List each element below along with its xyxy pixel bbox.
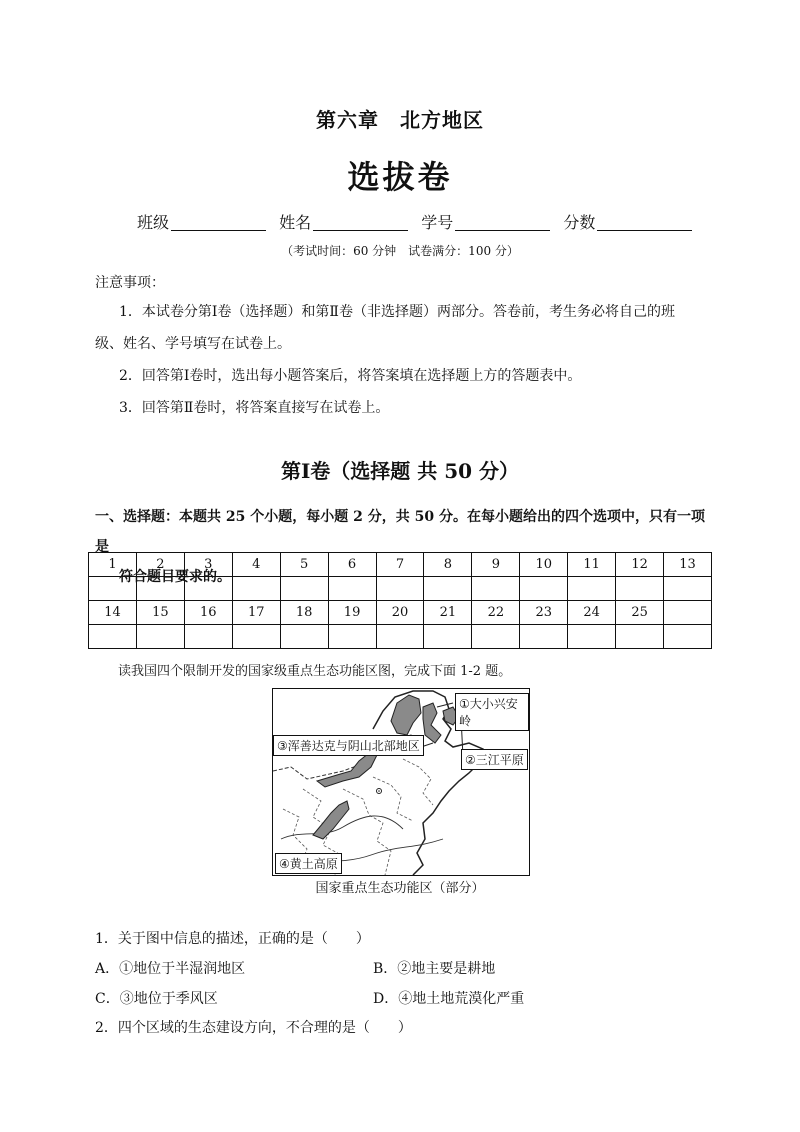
province-line bbox=[403, 759, 433, 805]
answer-number-cell: 19 bbox=[328, 601, 376, 625]
answer-number-cell: 13 bbox=[664, 553, 712, 577]
answer-number-cell: 18 bbox=[280, 601, 328, 625]
answer-table-number-row bbox=[89, 553, 712, 577]
answer-number-cell: 15 bbox=[136, 601, 184, 625]
leader-line bbox=[437, 703, 453, 707]
question-1-option-b[interactable]: B．②地主要是耕地 bbox=[373, 961, 496, 977]
answer-number-cell bbox=[664, 601, 712, 625]
answer-blank-cell[interactable] bbox=[616, 577, 664, 601]
answer-blank-cell[interactable] bbox=[472, 625, 520, 649]
map-label-3: ③浑善达克与阴山北部地区 bbox=[273, 735, 424, 756]
field-id-blank[interactable] bbox=[455, 214, 550, 231]
map-label-4: ④黄土高原 bbox=[275, 853, 342, 874]
province-line bbox=[373, 777, 413, 821]
answer-blank-cell[interactable] bbox=[520, 625, 568, 649]
answer-number-cell: 11 bbox=[568, 553, 616, 577]
field-score bbox=[563, 210, 692, 233]
answer-number-cell: 1 bbox=[89, 553, 137, 577]
city-marker bbox=[378, 790, 380, 792]
answer-blank-cell[interactable] bbox=[568, 625, 616, 649]
answer-blank-cell[interactable] bbox=[472, 577, 520, 601]
answer-number-cell: 17 bbox=[232, 601, 280, 625]
note-item: 3．回答第Ⅱ卷时，将答案直接写在试卷上。 bbox=[119, 400, 390, 416]
field-student-id bbox=[421, 210, 550, 233]
question-1-option-d[interactable]: D．④地土地荒漠化严重 bbox=[373, 991, 525, 1007]
answer-number-cell: 10 bbox=[520, 553, 568, 577]
answer-blank-cell[interactable] bbox=[328, 625, 376, 649]
answer-blank-cell[interactable] bbox=[89, 625, 137, 649]
field-id-label: 学号 bbox=[421, 213, 454, 232]
answer-blank-cell[interactable] bbox=[376, 577, 424, 601]
question-1-option-a[interactable]: A．①地位于半湿润地区 bbox=[95, 961, 246, 977]
notes-list bbox=[95, 296, 715, 424]
answer-number-cell: 3 bbox=[184, 553, 232, 577]
map-label-1: ①大小兴安岭 bbox=[455, 693, 529, 731]
answer-number-cell: 22 bbox=[472, 601, 520, 625]
section-instructions-line: 一、选择题：本题共 25 个小题，每小题 2 分，共 50 分。在每小题给出的四个选项中，只有一项是 bbox=[95, 509, 705, 555]
exam-title: 选拔卷 bbox=[347, 158, 453, 196]
answer-blank-cell[interactable] bbox=[184, 625, 232, 649]
answer-blank-cell[interactable] bbox=[136, 625, 184, 649]
answer-number-cell: 23 bbox=[520, 601, 568, 625]
section-instructions-line: 符合题目要求的。 bbox=[119, 569, 231, 585]
answer-number-cell: 20 bbox=[376, 601, 424, 625]
answer-blank-cell[interactable] bbox=[664, 577, 712, 601]
field-score-blank[interactable] bbox=[597, 214, 692, 231]
answer-blank-cell[interactable] bbox=[664, 625, 712, 649]
chapter-title: 第六章 北方地区 bbox=[316, 108, 484, 132]
answer-table-blank-row bbox=[89, 625, 712, 649]
answer-number-cell: 5 bbox=[280, 553, 328, 577]
time-note: （考试时间：60 分钟 试卷满分：100 分） bbox=[281, 244, 519, 258]
answer-blank-cell[interactable] bbox=[424, 625, 472, 649]
answer-number-cell: 12 bbox=[616, 553, 664, 577]
answer-number-cell: 8 bbox=[424, 553, 472, 577]
answer-blank-cell[interactable] bbox=[136, 577, 184, 601]
field-name-blank[interactable] bbox=[313, 214, 408, 231]
river-line bbox=[281, 816, 403, 839]
field-name bbox=[279, 210, 408, 233]
answer-blank-cell[interactable] bbox=[424, 577, 472, 601]
province-line bbox=[343, 789, 391, 875]
zone-1-shape bbox=[391, 695, 421, 735]
field-class bbox=[137, 210, 266, 233]
answer-number-cell: 16 bbox=[184, 601, 232, 625]
answer-number-cell: 14 bbox=[89, 601, 137, 625]
answer-blank-cell[interactable] bbox=[184, 577, 232, 601]
answer-number-cell: 9 bbox=[472, 553, 520, 577]
field-class-blank[interactable] bbox=[171, 214, 266, 231]
answer-blank-cell[interactable] bbox=[376, 625, 424, 649]
answer-number-cell: 2 bbox=[136, 553, 184, 577]
note-item: 2．回答第Ⅰ卷时，选出每小题答案后，将答案填在选择题上方的答题表中。 bbox=[119, 368, 582, 384]
zone-1-shape bbox=[423, 703, 441, 743]
student-info-row bbox=[137, 210, 700, 233]
note-item: 级、姓名、学号填写在试卷上。 bbox=[95, 336, 291, 352]
answer-blank-cell[interactable] bbox=[568, 577, 616, 601]
notes-title: 注意事项： bbox=[95, 275, 165, 291]
answer-blank-cell[interactable] bbox=[280, 625, 328, 649]
answer-number-cell: 6 bbox=[328, 553, 376, 577]
question-2: 2．四个区域的生态建设方向，不合理的是（ ） bbox=[95, 1020, 412, 1036]
answer-number-cell: 4 bbox=[232, 553, 280, 577]
answer-blank-cell[interactable] bbox=[89, 577, 137, 601]
field-name-label: 姓名 bbox=[279, 213, 312, 232]
answer-number-cell: 21 bbox=[424, 601, 472, 625]
field-class-label: 班级 bbox=[137, 213, 170, 232]
answer-blank-cell[interactable] bbox=[520, 577, 568, 601]
ecological-zones-map bbox=[272, 688, 530, 876]
reading-intro: 读我国四个限制开发的国家级重点生态功能区图，完成下面 1-2 题。 bbox=[118, 664, 512, 679]
section-title: 第Ⅰ卷（选择题 共 50 分） bbox=[280, 459, 520, 483]
answer-blank-cell[interactable] bbox=[232, 577, 280, 601]
answer-number-cell: 25 bbox=[616, 601, 664, 625]
answer-blank-cell[interactable] bbox=[328, 577, 376, 601]
answer-blank-cell[interactable] bbox=[616, 625, 664, 649]
answer-blank-cell[interactable] bbox=[232, 625, 280, 649]
answer-table-number-row bbox=[89, 601, 712, 625]
answer-table bbox=[88, 552, 712, 649]
question-1: 1．关于图中信息的描述，正确的是（ ） bbox=[95, 931, 370, 947]
answer-table-blank-row bbox=[89, 577, 712, 601]
note-item: 1．本试卷分第Ⅰ卷（选择题）和第Ⅱ卷（非选择题）两部分。答卷前，考生务必将自己的班 bbox=[119, 304, 675, 320]
field-score-label: 分数 bbox=[563, 213, 596, 232]
question-1-option-c[interactable]: C．③地位于季风区 bbox=[95, 991, 218, 1007]
answer-number-cell: 7 bbox=[376, 553, 424, 577]
map-caption: 国家重点生态功能区（部分） bbox=[315, 881, 485, 896]
answer-blank-cell[interactable] bbox=[280, 577, 328, 601]
answer-number-cell: 24 bbox=[568, 601, 616, 625]
map-label-2: ②三江平原 bbox=[461, 749, 528, 770]
